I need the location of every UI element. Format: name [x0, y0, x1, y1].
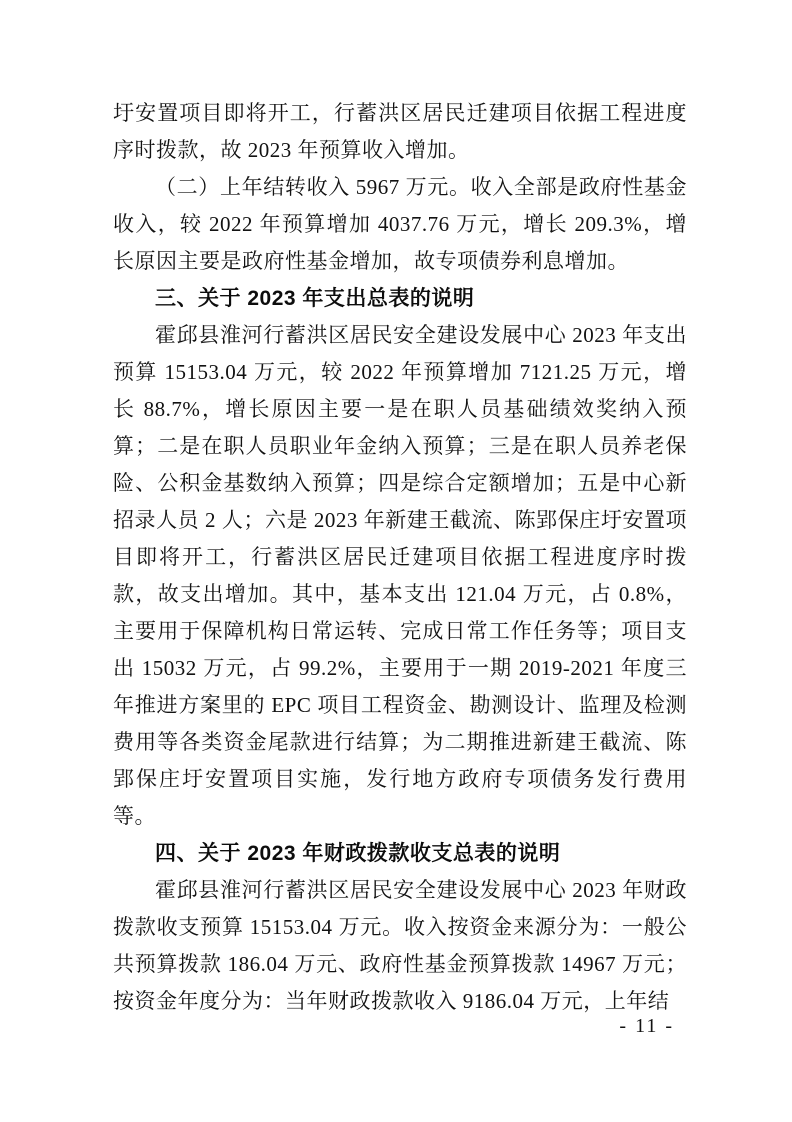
page-number: - 11 - — [619, 1015, 674, 1037]
section-heading: 三、关于 2023 年支出总表的说明 — [155, 287, 475, 310]
section-heading: 四、关于 2023 年财政拨款收支总表的说明 — [155, 842, 561, 865]
paragraph: 圩安置项目即将开工，行蓄洪区居民迁建项目依据工程进度序时拨款，故 2023 年预算收入增加。 — [113, 101, 687, 162]
paragraph: 霍邱县淮河行蓄洪区居民安全建设发展中心 2023 年财政拨款收支预算 15153.04 万元。收入按资金来源分为：一般公共预算拨款 186.04 万元、政府性基金预算拨款 14967 万元；按资金年度分为：当年财政拨款收入 9186.04 万元，上年结 — [113, 878, 687, 1013]
document-body — [113, 95, 687, 1020]
paragraph: 霍邱县淮河行蓄洪区居民安全建设发展中心 2023 年支出预算 15153.04 万元，较 2022 年预算增加 7121.25 万元，增长 88.7%，增长原因主要一是在职人员基础绩效奖纳入预算；二是在职人员职业年金纳入预算；三是在职人员养老保险、公积金基数纳入预算；四是综合定额增加；五是中心新招录人员 2 人；六是 2023 年新建王截流、陈郢保庄圩安置项目即将开工，行蓄洪区居民迁建项目依据工程进度序时拨款，故支出增加。其中，基本支出 121.04 万元，占 0.8%，主要用于保障机构日常运转、完成日常工作任务等；项目支出 15032 万元，占 99.2%，主要用于一期 2019-2021 年度三年推进方案里的 EPC 项目工程资金、勘测设计、监理及检测费用等各类资金尾款进行结算；为二期推进新建王截流、陈郢保庄圩安置项目实施，发行地方政府专项债务发行费用等。 — [113, 323, 687, 828]
paragraph: （二）上年结转收入 5967 万元。收入全部是政府性基金收入，较 2022 年预算增加 4037.76 万元，增长 209.3%，增长原因主要是政府性基金增加，故专项债券利息增加。 — [113, 175, 687, 273]
